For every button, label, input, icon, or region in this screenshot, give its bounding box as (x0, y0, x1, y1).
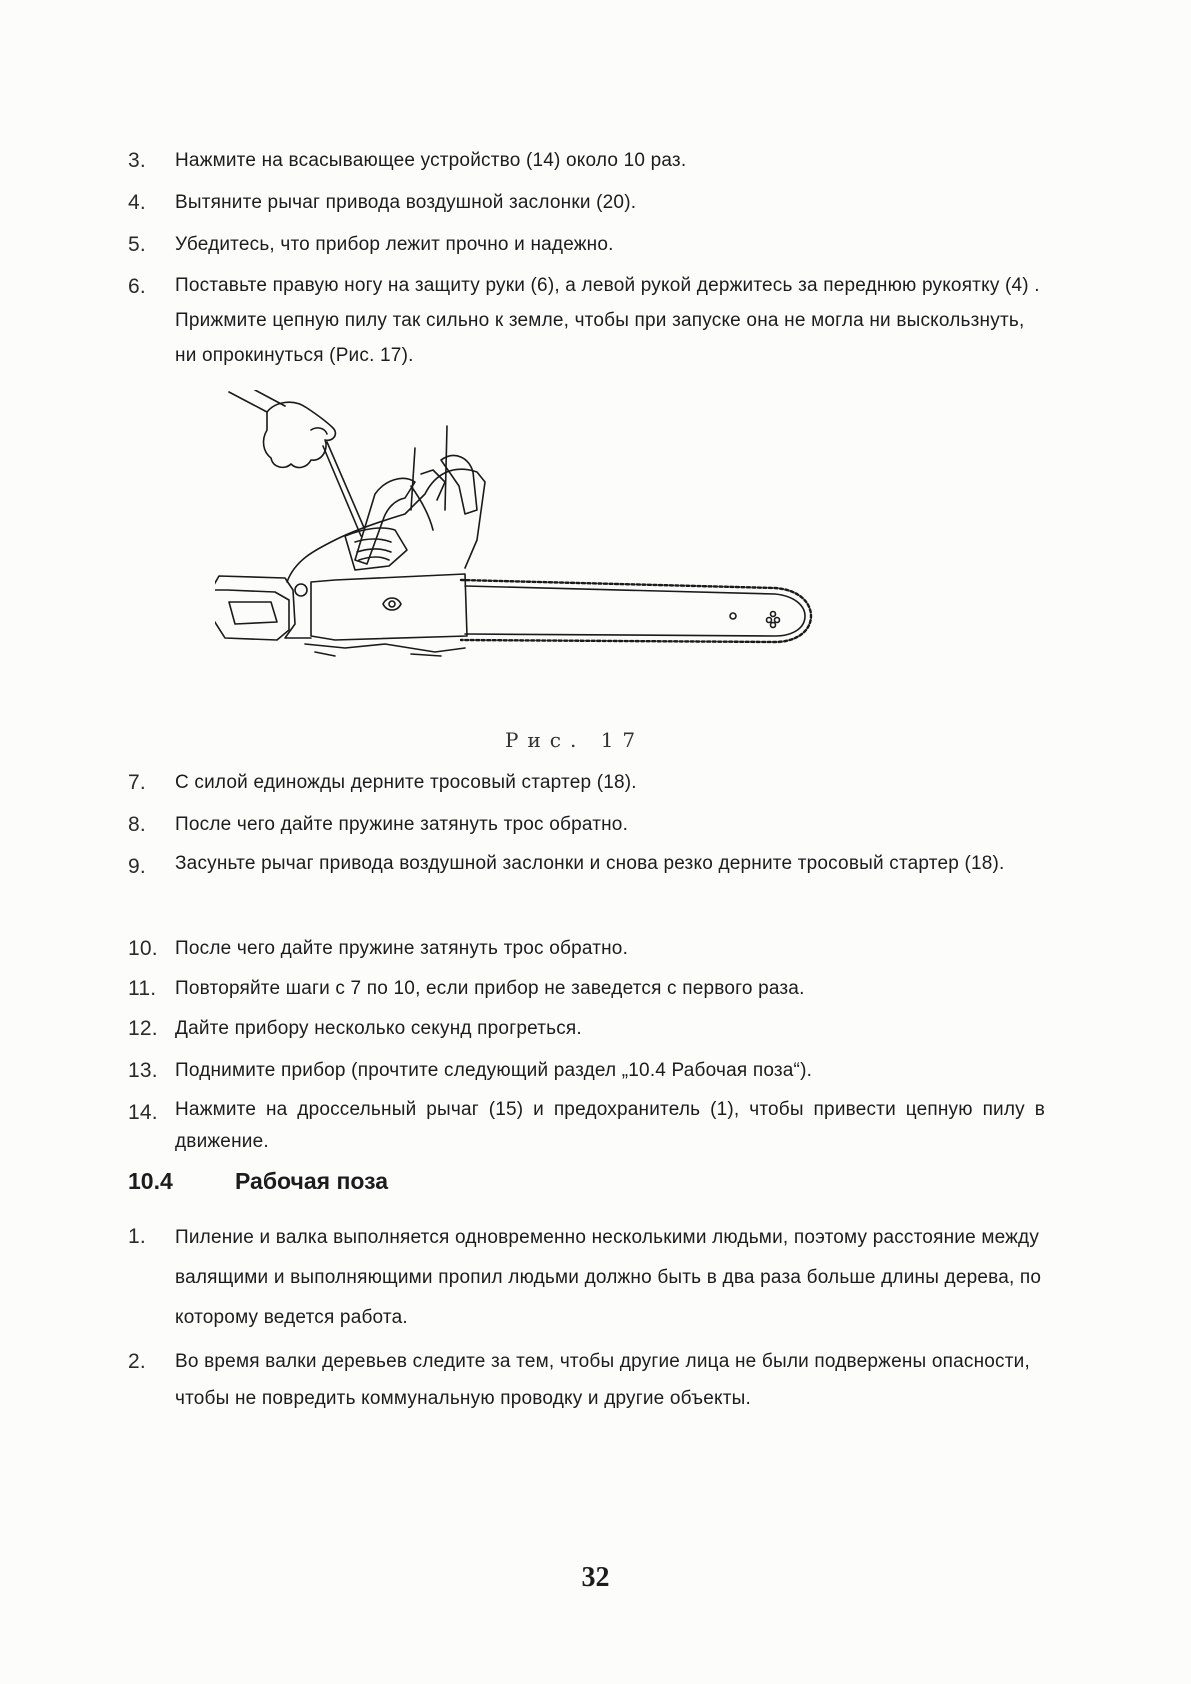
step-number: 4. (128, 191, 146, 214)
step-text: Нажмите на всасывающее устройство (14) около 10 раз. (175, 150, 687, 171)
step-text: Засуньте рычаг привода воздушной заслонки и снова резко дерните тросовый стартер (18). (175, 853, 1005, 874)
step-text: Повторяйте шаги с 7 по 10, если прибор не заведется с первого раза. (175, 978, 805, 999)
step-text: С силой единожды дерните тросовый стартер (18). (175, 772, 637, 793)
section-title: Рабочая поза (235, 1168, 389, 1194)
step-number: 11. (128, 977, 157, 1000)
step-text: Нажмите на дроссельный рычаг (15) и предохранитель (1), чтобы привести цепную пилу в движение. (175, 1099, 1045, 1152)
step-text: Пиление и валка выполняется одновременно несколькими людьми, поэтому расстояние между валящими и выполняющими пропил людьми должно быть в два раза больше длины дерева, по которому ведется работа. (175, 1227, 1042, 1328)
step-number: 12. (128, 1017, 158, 1040)
step-text: После чего дайте пружине затянуть трос обратно. (175, 938, 629, 959)
step-number: 10. (128, 937, 158, 960)
step-text: После чего дайте пружине затянуть трос обратно. (175, 814, 629, 835)
step-number: 8. (128, 813, 146, 836)
step-text: Вытяните рычаг привода воздушной заслонки (20). (175, 192, 637, 213)
section-number: 10.4 (128, 1168, 173, 1194)
chainsaw-start-illustration (215, 390, 875, 720)
step-number: 5. (128, 233, 146, 256)
step-number: 2. (128, 1350, 146, 1373)
step-number: 9. (128, 855, 146, 878)
step-number: 7. (128, 771, 146, 794)
step-number: 1. (128, 1225, 146, 1248)
step-number: 3. (128, 149, 146, 172)
step-text: Поднимите прибор (прочтите следующий раздел „10.4 Рабочая поза“). (175, 1060, 813, 1081)
page-number: 32 (581, 1562, 610, 1593)
step-text: Во время валки деревьев следите за тем, чтобы другие лица не были подвержены опасности, чтобы не повредить коммунальную проводку и другие объекты. (175, 1351, 1030, 1409)
step-text: Убедитесь, что прибор лежит прочно и надежно. (175, 234, 614, 255)
figure-caption: Рис. 17 (505, 728, 645, 752)
step-text: Поставьте правую ногу на защиту руки (6), а левой рукой держитесь за переднюю рукоятку (4) . Прижмите цепную пилу так сильно к земле, чтобы при запуске она не могла ни выскользнуть, ни опрокинуться (Рис. 17). (175, 275, 1040, 366)
step-number: 13. (128, 1059, 158, 1082)
step-number: 6. (128, 275, 146, 298)
step-number: 14. (128, 1101, 158, 1124)
step-text: Дайте прибору несколько секунд прогреться. (175, 1018, 582, 1039)
